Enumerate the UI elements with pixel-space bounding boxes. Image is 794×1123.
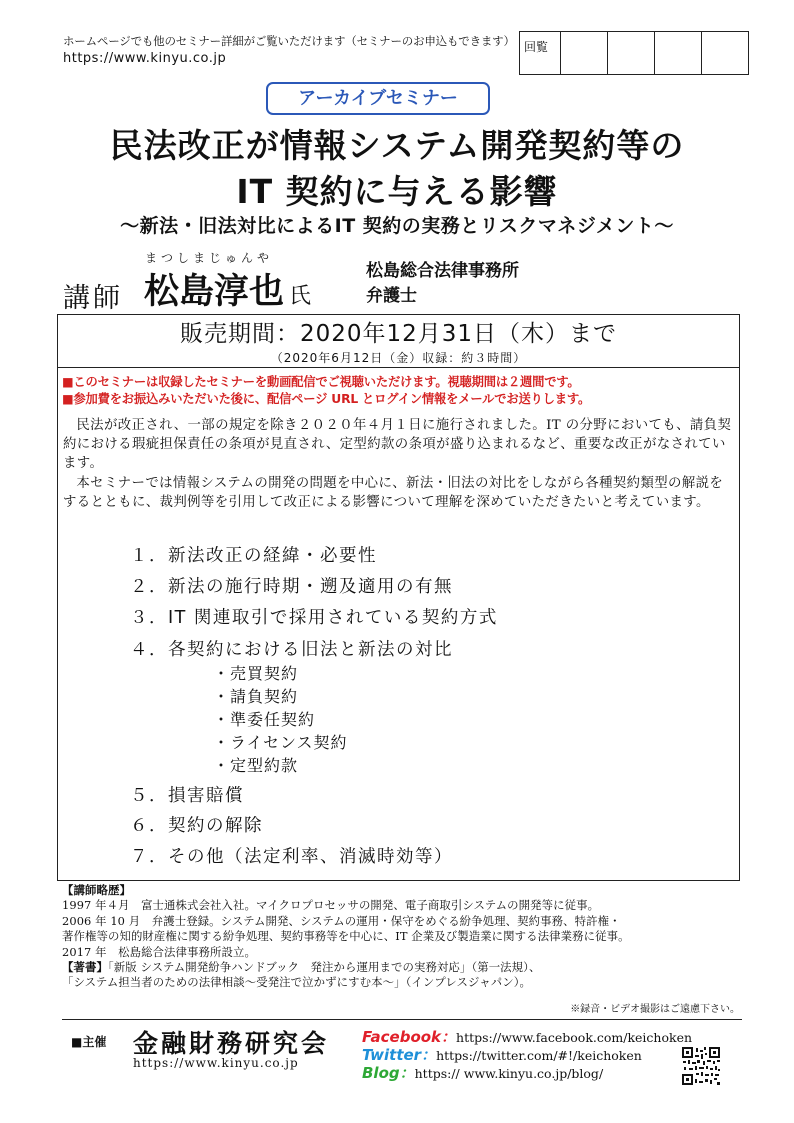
review-cell: [560, 32, 607, 74]
sales-period: 販売期間：2020年12月31日（木）まで: [179, 321, 618, 347]
books-line: 「システム担当者のための法律相談～受発注で泣かずにすむ本～」（インプレスジャパン）。: [62, 975, 532, 990]
agenda-subitem: ・売買契約: [213, 664, 299, 683]
lecturer-bio: [62, 883, 742, 991]
description-paragraph: 民法が改正され、一部の規定を除き２０２０年４月１日に施行されました。IT の分野においても、請負契約における瑕疵担保責任の条項が見直され、定型約款の条項が盛り込まれるなど、重要な改正がなされています。: [63, 418, 732, 472]
twitter-label: Twitter：: [362, 1046, 437, 1064]
page-title-line2: IT 契約に与える影響: [236, 172, 558, 211]
facebook-url[interactable]: https://www.facebook.com/keichoken: [456, 1030, 693, 1045]
review-cell: [607, 32, 654, 74]
lecturer-affiliation: [366, 259, 519, 309]
books-heading: 【著書】: [62, 960, 108, 975]
bio-line: 2017 年 松島総合法律事務所設立。: [62, 944, 256, 959]
review-box: [519, 31, 749, 75]
review-cell: [654, 32, 701, 74]
bio-line: 1997 年４月 富士通株式会社入社。マイクロプロセッサの開発、電子商取引システムの開発等に従事。: [62, 898, 600, 913]
blog-link[interactable]: [362, 1062, 603, 1083]
bio-line: 著作権等の知的財産権に関する紛争処理、契約事務等を中心に、IT 企業及び製造業に関する法律業務に従事。: [62, 929, 630, 944]
page-title-line1: 民法改正が情報システム開発契約等の: [109, 126, 685, 165]
lecturer-label: 講師: [63, 283, 123, 314]
lecturer-kana: まつしまじゅんや: [145, 251, 274, 265]
lecturer-honorific: 氏: [289, 284, 312, 309]
agenda-item: ６．契約の解除: [130, 816, 263, 836]
recording-info: （2020年6月12日（金）収録：約３時間）: [270, 351, 527, 365]
divider: [57, 367, 740, 368]
agenda-item: ４．各契約における旧法と新法の対比: [130, 640, 453, 660]
affiliation-firm: 松島総合法律事務所: [366, 261, 519, 281]
blog-label: Blog：: [362, 1064, 415, 1082]
archive-badge: アーカイブセミナー: [266, 82, 490, 115]
agenda-item: １．新法改正の経緯・必要性: [130, 546, 377, 566]
header-url[interactable]: https://www.kinyu.co.jp: [63, 51, 227, 66]
facebook-label: Facebook：: [362, 1028, 457, 1046]
description: [63, 416, 736, 512]
review-cell: [701, 32, 748, 74]
agenda-subitem: ・定型約款: [213, 756, 299, 775]
twitter-url[interactable]: https://twitter.com/#!/keichoken: [436, 1048, 642, 1063]
affiliation-title: 弁護士: [366, 286, 417, 306]
notice: [62, 374, 738, 408]
review-label: 回覧: [524, 40, 549, 54]
books: [62, 960, 742, 975]
qr-code-icon[interactable]: [681, 1046, 721, 1086]
agenda-item: ７．その他（法定利率、消滅時効等）: [130, 847, 453, 867]
photo-note: ※録音・ビデオ撮影はご遠慮下さい。: [570, 1004, 740, 1015]
bio-line: 2006 年 10 月 弁護士登録。システム開発、システムの運用・保守をめぐる紛争処理、契約事務、特許権・: [62, 913, 621, 928]
agenda-subitem: ・準委任契約: [213, 710, 316, 729]
notice-line: ■参加費をお振込みいただいた後に、配信ページ URL とログイン情報をメールでお送りします。: [62, 392, 591, 406]
header-note: ホームページでも他のセミナー詳細がご覧いただけます（セミナーのお申込もできます）: [63, 34, 515, 48]
agenda-item: ３．IT 関連取引で採用されている契約方式: [130, 608, 498, 628]
notice-line: ■このセミナーは収録したセミナーを動画配信でご視聴いただけます。視聴期間は２週間です。: [62, 375, 580, 389]
agenda-item: ２．新法の施行時期・遡及適用の有無: [130, 577, 453, 597]
description-paragraph: 本セミナーでは情報システムの開発の問題を中心に、新法・旧法の対比をしながら各種契約類型の解説をするとともに、裁判例等を引用して改正による影響について理解を深めていただきたいと考えています。: [63, 475, 724, 510]
footer-divider: [62, 1019, 742, 1020]
organizer-url[interactable]: https://www.kinyu.co.jp: [133, 1056, 299, 1070]
agenda-subitem: ・請負契約: [213, 687, 299, 706]
organizer-label: ■主催: [71, 1035, 107, 1049]
lecturer-name: 松島淳也: [144, 272, 285, 312]
bio-heading: 【講師略歴】: [62, 883, 131, 897]
page-subtitle: ～新法・旧法対比によるIT 契約の実務とリスクマネジメント～: [120, 215, 674, 237]
agenda-subitem: ・ライセンス契約: [213, 733, 348, 752]
blog-url[interactable]: https:// www.kinyu.co.jp/blog/: [414, 1066, 604, 1081]
agenda-item: ５．損害賠償: [130, 786, 244, 806]
books-line: 「新版 システム開発紛争ハンドブック 発注から運用までの実務対応」（第一法規）、: [107, 960, 541, 975]
organizer-name: 金融財務研究会: [133, 1029, 330, 1058]
